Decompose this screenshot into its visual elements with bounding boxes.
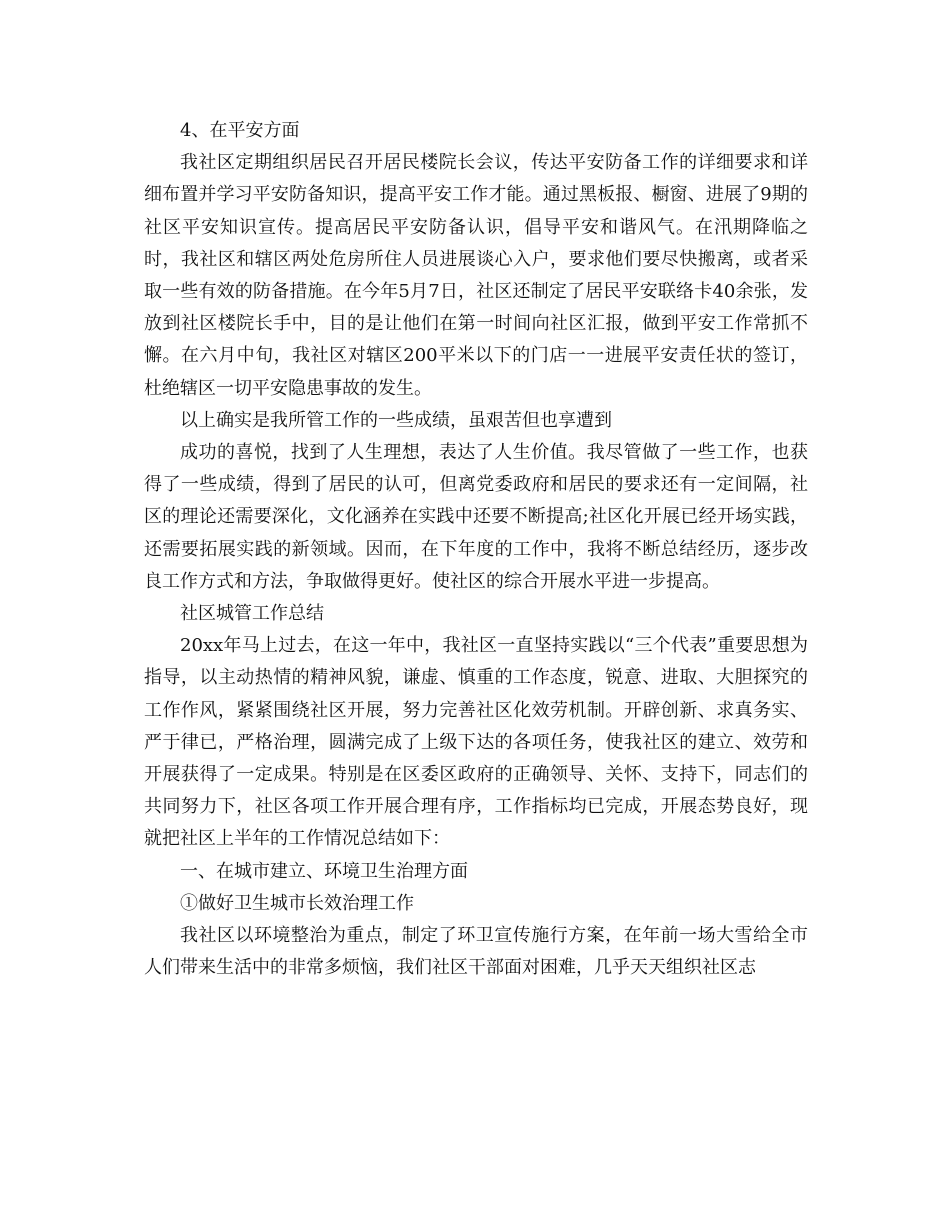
document-title-urban-management: 社区城管工作总结 <box>180 603 324 625</box>
paragraph-safety-work: 我社区定期组织居民召开居民楼院长会议，传达平安防备工作的详细要求和详细布置并学习平安防备知识，提高平安工作才能。通过黑板报、橱窗、进展了9期的社区平安知识宣传。提高居民平安防备认识，倡导平安和谐风气。在汛期降临之时，我社区和辖区两处危房所住人员进展谈心入户，要求他们要尽快搬离，或者采取一些有效的防备措施。在今年5月7日，社区还制定了居民平安联络卡40余张，发放到社区楼院长手中，目的是让他们在第一时间向社区汇报，做到平安工作常抓不懈。在六月中旬，我社区对辖区200平米以下的门店一一进展平安责任状的签订，杜绝辖区一切平安隐患事故的发生。 <box>144 152 808 399</box>
paragraph-achievements-intro: 以上确实是我所管工作的一些成绩，虽艰苦但也享遭到 <box>180 409 612 431</box>
section-heading-safety: 4、在平安方面 <box>180 120 300 141</box>
subsection-heading-sanitation: ①做好卫生城市长效治理工作 <box>180 892 414 914</box>
paragraph-sanitation-work: 我社区以环境整治为重点，制定了环卫宣传施行方案，在年前一场大雪给全市人们带来生活中的非常多烦恼，我们社区干部面对困难，几乎天天组织社区志 <box>144 925 808 979</box>
paragraph-year-summary: 20xx年马上过去，在这一年中，我社区一直坚持实践以“三个代表”重要思想为指导，以主动热情的精神风貌，谦虚、慎重的工作态度，锐意、进取、大胆探究的工作作风，紧紧围绕社区开展，努力完善社区化效劳机制。开辟创新、求真务实、严于律已，严格治理，圆满完成了上级下达的各项任务，使我社区的建立、效劳和开展获得了一定成果。特别是在区委区政府的正确领导、关怀、支持下，同志们的共同努力下，社区各项工作开展合理有序，工作指标均已完成，开展态势良好，现就把社区上半年的工作情况总结如下： <box>144 635 808 850</box>
document-body <box>144 115 808 984</box>
paragraph-achievements: 成功的喜悦，找到了人生理想，表达了人生价值。我尽管做了一些工作，也获得了一些成绩，得到了居民的认可，但离党委政府和居民的要求还有一定间隔，社区的理论还需要深化，文化涵养在实践中还要不断提高;社区化开展已经开场实践，还需要拓展实践的新领域。因而，在下年度的工作中，我将不断总结经历，逐步改良工作方式和方法，争取做得更好。使社区的综合开展水平进一步提高。 <box>144 442 808 592</box>
section-heading-city-environment: 一、在城市建立、环境卫生治理方面 <box>180 860 468 882</box>
